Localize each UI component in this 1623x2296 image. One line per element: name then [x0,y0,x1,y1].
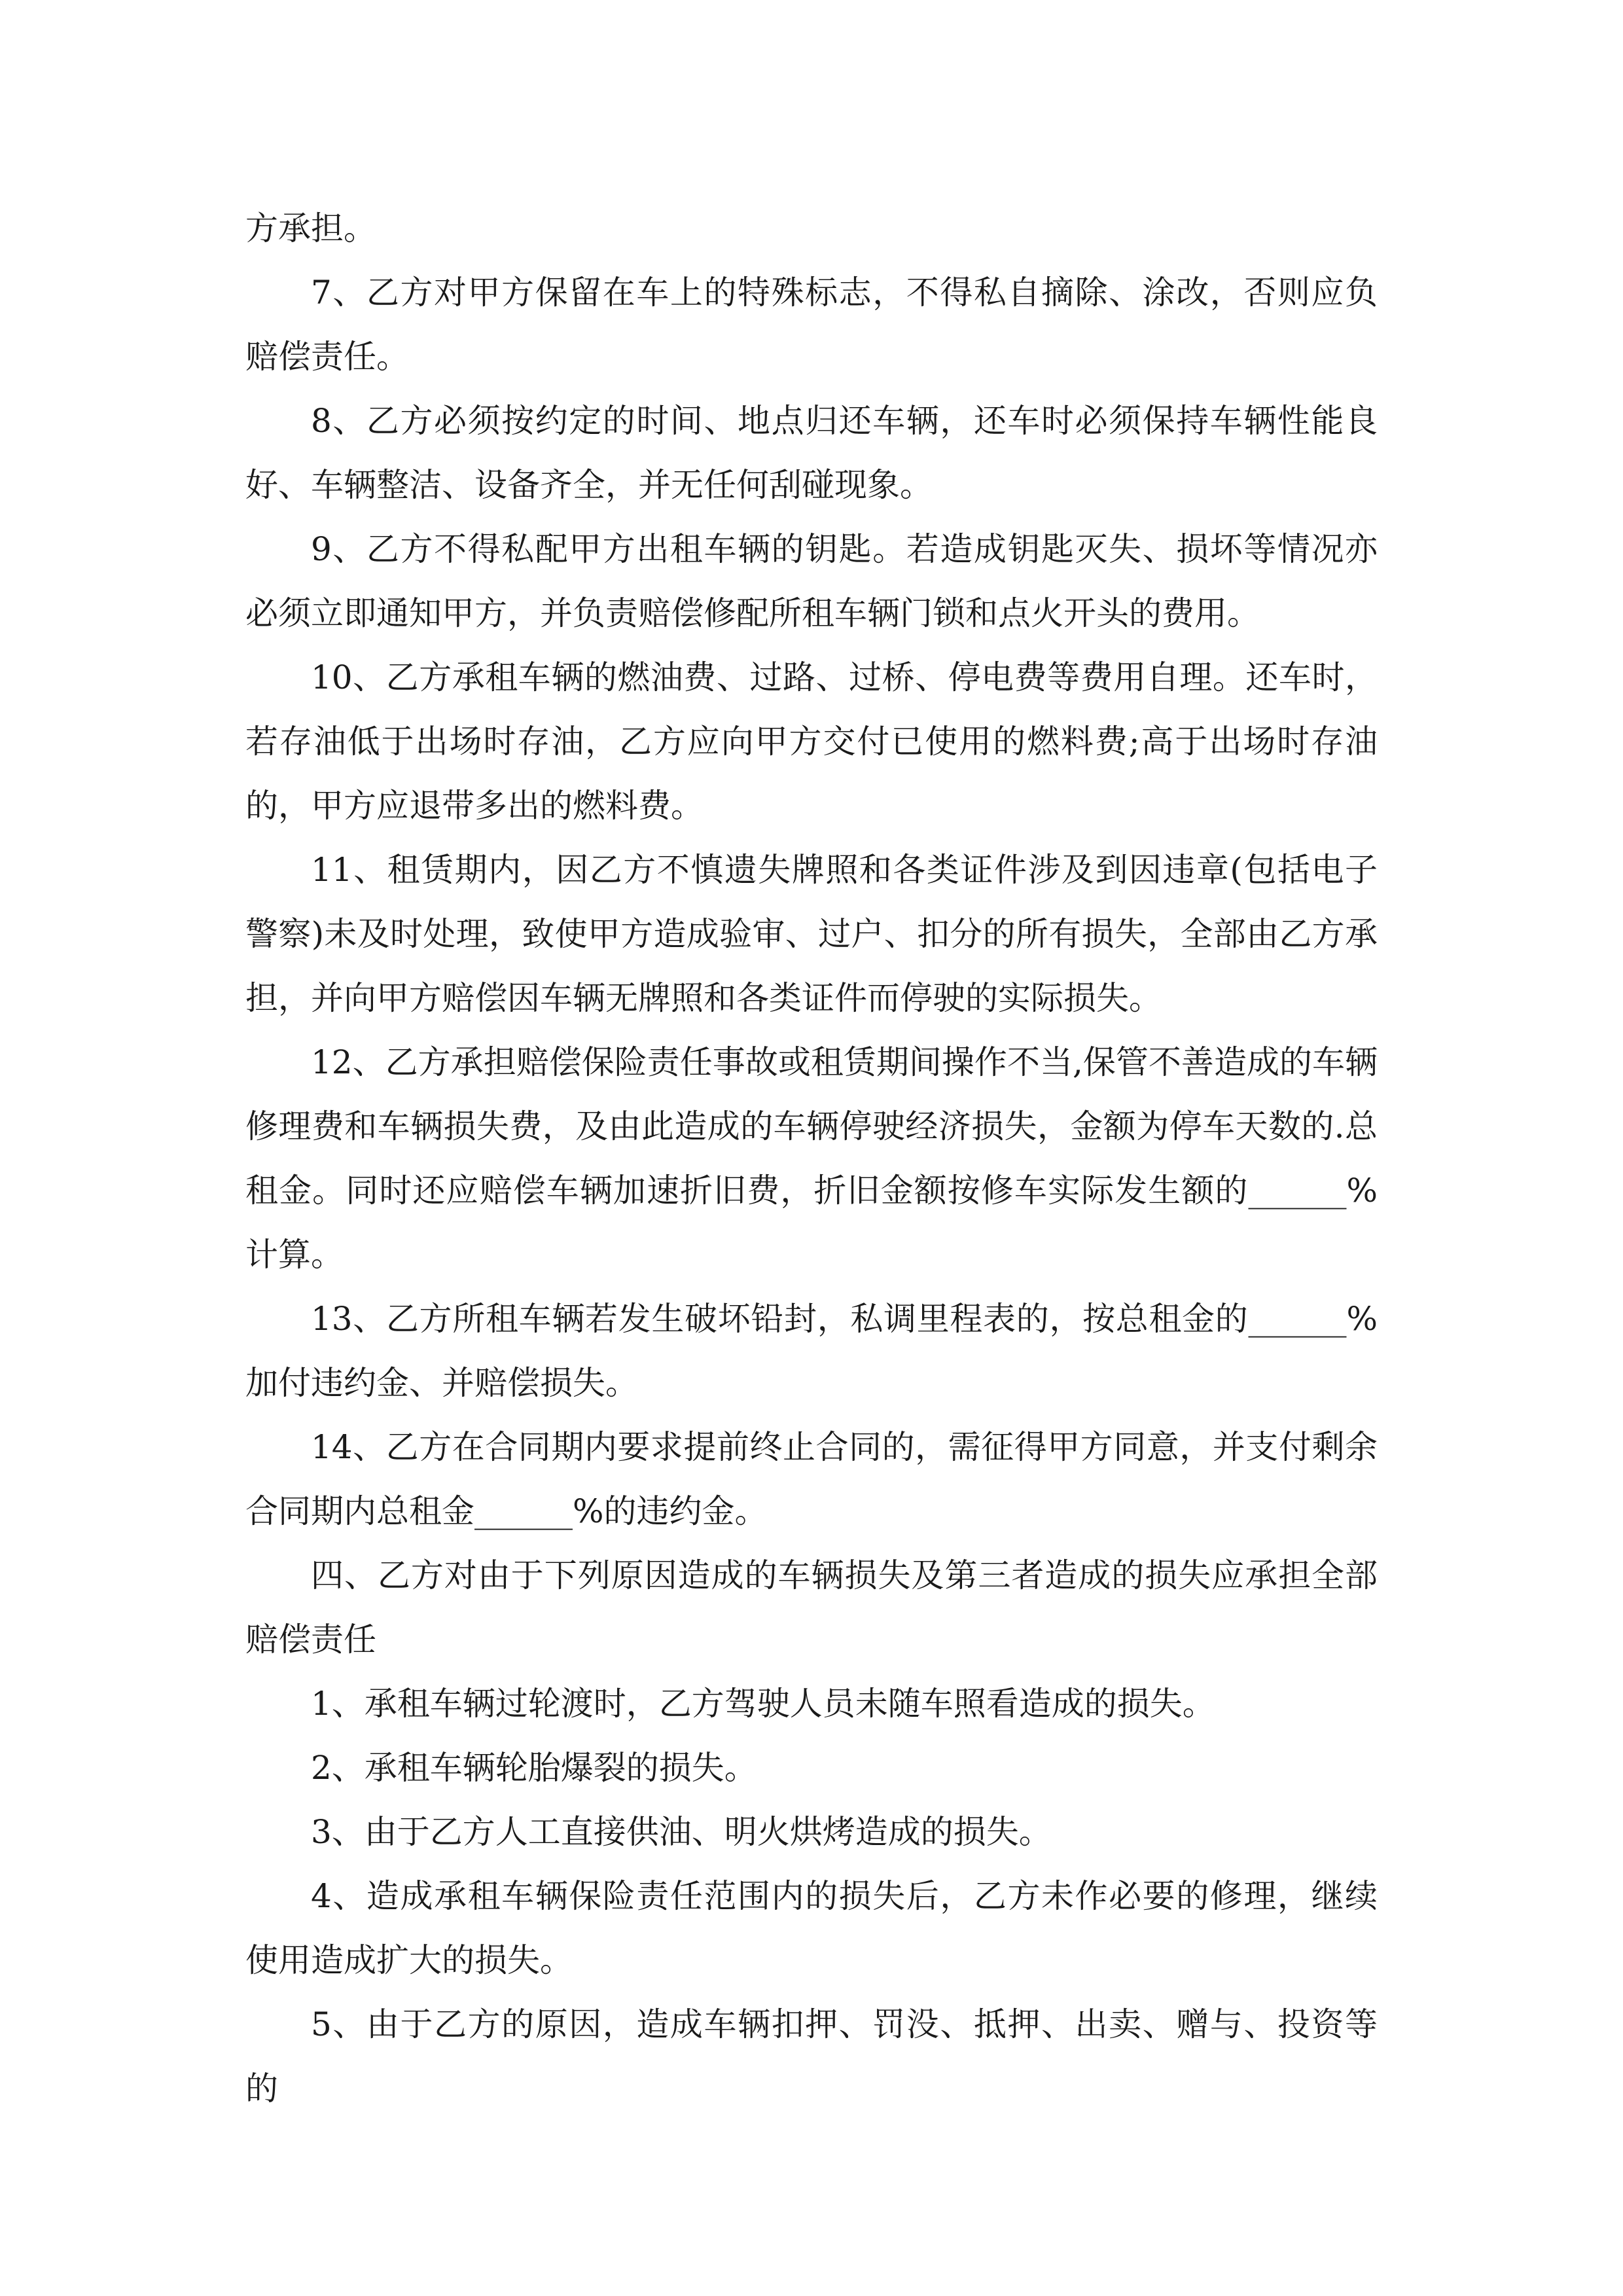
clause-13: 13、乙方所租车辆若发生破坏铅封，私调里程表的，按总租金的______%加付违约金、并赔偿损失。 [245,1300,1378,1402]
section-4-heading: 四、乙方对由于下列原因造成的车辆损失及第三者造成的损失应承担全部赔偿责任 [245,1556,1378,1659]
clause-11: 11、租赁期内，因乙方不慎遗失牌照和各类证件涉及到因违章(包括电子警察)未及时处理，致使甲方造成验审、过户、扣分的所有损失，全部由乙方承担，并向甲方赔偿因车辆无牌照和各类证件而停驶的实际损失。 [245,851,1378,1017]
clause-14: 14、乙方在合同期内要求提前终止合同的，需征得甲方同意，并支付剩余合同期内总租金______%的违约金。 [245,1428,1378,1530]
clause-10: 10、乙方承租车辆的燃油费、过路、过桥、停电费等费用自理。还车时，若存油低于出场时存油，乙方应向甲方交付已使用的燃料费;高于出场时存油的，甲方应退带多出的燃料费。 [245,658,1378,825]
clause-8: 8、乙方必须按约定的时间、地点归还车辆，还车时必须保持车辆性能良好、车辆整洁、设备齐全，并无任何刮碰现象。 [245,402,1378,504]
section-4-item-3: 3、由于乙方人工直接供油、明火烘烤造成的损失。 [311,1813,1052,1851]
section-4-item-4: 4、造成承租车辆保险责任范围内的损失后，乙方未作必要的修理，继续使用造成扩大的损失。 [245,1877,1378,1979]
section-4-item-5: 5、由于乙方的原因，造成车辆扣押、罚没、抵押、出卖、赠与、投资等的 [245,2005,1378,2108]
section-4-item-2: 2、承租车辆轮胎爆裂的损失。 [311,1749,757,1787]
paragraph-continuation: 方承担。 [245,209,376,247]
clause-12: 12、乙方承担赔偿保险责任事故或租赁期间操作不当,保管不善造成的车辆修理费和车辆损失费，及由此造成的车辆停驶经济损失，金额为停车天数的.总租金。同时还应赔偿车辆加速折旧费，折旧金额按修车实际发生额的______%计算。 [245,1043,1378,1274]
document-body [245,196,1378,2121]
clause-9: 9、乙方不得私配甲方出租车辆的钥匙。若造成钥匙灭失、损坏等情况亦必须立即通知甲方，并负责赔偿修配所租车辆门锁和点火开头的费用。 [245,530,1378,632]
clause-7: 7、乙方对甲方保留在车上的特殊标志，不得私自摘除、涂改，否则应负赔偿责任。 [245,274,1378,376]
section-4-item-1: 1、承租车辆过轮渡时，乙方驾驶人员未随车照看造成的损失。 [311,1685,1215,1723]
